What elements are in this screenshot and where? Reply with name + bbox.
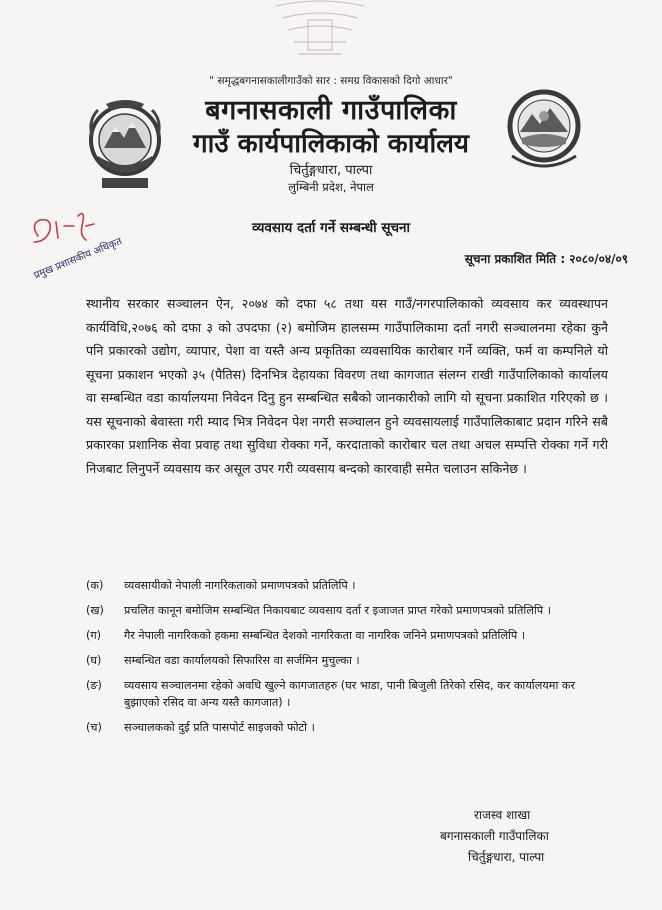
list-item-text: गैर नेपाली नागरिकको हकमा सम्बन्धित देशको नागरिकता वा नागरिक जनिने प्रमाणपत्रको प्रतिलिपि । — [124, 629, 526, 642]
top-seal-stamp — [268, 0, 372, 74]
list-item — [86, 627, 614, 644]
list-item-text: व्यवसाय सञ्चालनमा रहेको अवधि खुल्ने कागजातहरु (घर भाडा, पानी बिजुली तिरेको रसिद, कर कार्यालयमा कर बुझाएको रसिद वा अन्य यस्तै कागजात) । — [124, 679, 576, 709]
notice-body: स्थानीय सरकार सञ्चालन ऐन, २०७४ को दफा ५८ तथा यस गाउँ/नगरपालिकाको व्यवसाय कर व्यवस्थापन कार्यविधि,२०७६ को दफा ३ को उपदफा (२) बमोजिम हालसम्म गाउँपालिकामा दर्ता नगरी सञ्चालनमा रहेका कुनै पनि प्रकारको उद्योग, व्यापार, पेशा वा यस्तै अन्य प्रकृतिका व्यवसायिक कारोबार गर्ने व्यक्ति, फर्म वा कम्पनिले यो सूचना प्रकाशन भएको ३५ (पैतिस) दिनभित्र देहायका विवरण तथा कागजात संलग्न राखी गाउँपालिकाको कार्यालय वा सम्बन्धित वडा कार्यालयमा निवेदन दिनु हुन सम्बन्धित सबैको जानकारीको लागि यो सूचना प्रकाशित गरिएको छ । यस सूचनाको बेवास्ता गरी म्याद भित्र निवेदन पेश नगरी सञ्चालन हुने व्यवसायलाई गाउँपालिकाबाट प्रदान गरिने सबै प्रकारका प्रशानिक सेवा प्रवाह तथा सुविधा रोक्का गर्ने, करदाताको कारोबार चल तथा अचल सम्पत्ति रोक्का गर्ने गरी निजबाट लिनुपर्ने व्यवसाय कर असूल उपर गरी व्यवसाय बन्दको कारवाही समेत चलाउन सकिनेछ । — [86, 296, 608, 476]
list-marker: (ङ) — [86, 679, 102, 692]
list-item — [86, 602, 614, 619]
list-marker: (ख) — [86, 604, 104, 617]
list-item — [86, 677, 614, 711]
list-item — [86, 719, 614, 736]
list-marker: (क) — [86, 579, 104, 592]
list-marker: (ग) — [86, 629, 102, 642]
list-item — [86, 652, 614, 669]
list-item-text: प्रचलित कानून बमोजिम सम्बन्धित निकायबाट व्यवसाय दर्ता र इजाजत प्राप्त गरेको प्रमाणपत्रको प्रतिलिपि । — [124, 604, 551, 617]
signatory-title-handwritten: प्रमुख प्रशासकीय अधिकृत — [32, 236, 124, 282]
signature-block — [440, 805, 620, 868]
signature-office: बगनासकाली गाउँपालिका — [440, 829, 549, 843]
signature-address: चिर्तुङ्गधारा, पाल्पा — [468, 850, 545, 864]
signature-department: राजस्व शाखा — [474, 808, 531, 822]
list-item-text: सम्बन्धित वडा कार्यालयको सिफारिस वा सर्जमिन मुचुल्का । — [124, 654, 360, 667]
list-item-text: व्यवसायीको नेपाली नागरिकताको प्रमाणपत्रको प्रतिलिपि । — [124, 579, 356, 592]
notice-title: व्यवसाय दर्ता गर्ने सम्बन्धी सूचना — [251, 220, 411, 236]
publish-date: सूचना प्रकाशित मिति : २०८०/०४/०९ — [464, 252, 628, 266]
list-item-text: सञ्चालकको दुई प्रति पासपोर्ट साइजको फोटो । — [124, 721, 315, 734]
motto-line: " समृद्धबगनासकालीगाउँको सार : समग्र विकासको दिगो आधार" — [209, 75, 453, 87]
address-line-1: चिर्तुङ्गधारा, पाल्पा — [289, 163, 373, 178]
requirements-list — [86, 577, 614, 744]
list-marker: (च) — [86, 721, 102, 734]
list-marker: (घ) — [86, 654, 102, 667]
address-line-2: लुम्बिनी प्रदेश, नेपाल — [288, 180, 374, 194]
office-name: बगनासकाली गाउँपालिका — [205, 95, 457, 126]
list-item — [86, 577, 614, 594]
office-subtitle: गाउँ कार्यपालिकाको कार्यालय — [193, 129, 469, 159]
